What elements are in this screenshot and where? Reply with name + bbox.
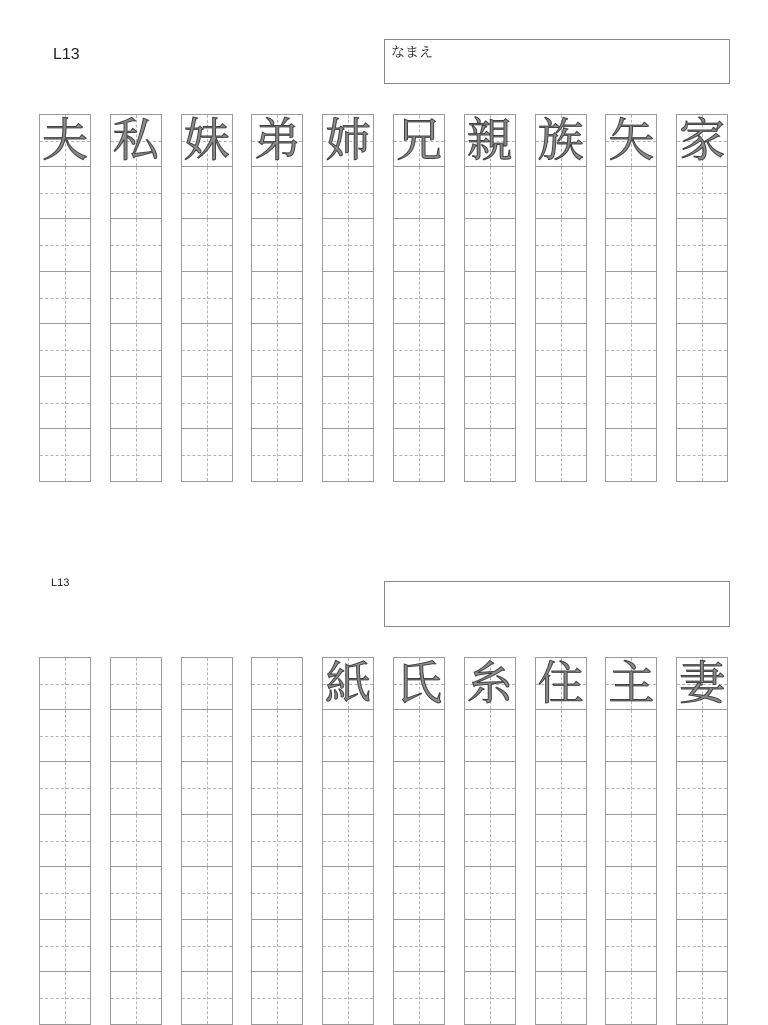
practice-cell[interactable] [110,867,162,920]
model-cell [322,114,374,167]
practice-cell[interactable] [393,710,445,763]
model-cell [181,657,233,710]
practice-cell[interactable] [110,815,162,868]
practice-cell[interactable] [605,815,657,868]
practice-cell[interactable] [605,429,657,482]
practice-cell[interactable] [464,972,516,1025]
practice-cell[interactable] [251,972,303,1025]
practice-cell[interactable] [464,867,516,920]
practice-cell[interactable] [535,324,587,377]
model-kanji: 糸 [466,656,513,711]
model-cell [393,657,445,710]
practice-cell[interactable] [464,815,516,868]
model-cell [110,657,162,710]
practice-cell[interactable] [393,867,445,920]
practice-cell[interactable] [322,972,374,1025]
practice-cell[interactable] [605,272,657,325]
practice-cell[interactable] [110,272,162,325]
practice-cell[interactable] [251,167,303,220]
practice-cell[interactable] [676,219,728,272]
practice-cell[interactable] [39,324,91,377]
practice-cell[interactable] [464,272,516,325]
practice-cell[interactable] [605,377,657,430]
model-kanji: 矢 [608,113,655,168]
practice-cell[interactable] [110,429,162,482]
practice-cell[interactable] [676,429,728,482]
practice-cell[interactable] [464,429,516,482]
practice-cell[interactable] [322,762,374,815]
model-cell [39,114,91,167]
model-cell [464,657,516,710]
practice-cell[interactable] [676,272,728,325]
lesson-label: L13 [51,577,70,589]
practice-cell[interactable] [39,972,91,1025]
practice-cell[interactable] [181,377,233,430]
model-cell [676,657,728,710]
practice-cell[interactable] [39,762,91,815]
practice-cell[interactable] [393,815,445,868]
practice-cell[interactable] [393,377,445,430]
practice-cell[interactable] [251,762,303,815]
practice-cell[interactable] [605,972,657,1025]
practice-cell[interactable] [251,710,303,763]
practice-cell[interactable] [393,272,445,325]
practice-cell[interactable] [676,324,728,377]
practice-cell[interactable] [181,815,233,868]
practice-cell[interactable] [110,762,162,815]
practice-cell[interactable] [464,762,516,815]
practice-cell[interactable] [322,867,374,920]
practice-cell[interactable] [393,762,445,815]
practice-cell[interactable] [464,219,516,272]
practice-cell[interactable] [464,377,516,430]
model-kanji: 氏 [396,656,442,711]
practice-cell[interactable] [464,710,516,763]
practice-cell[interactable] [322,815,374,868]
practice-cell[interactable] [181,762,233,815]
practice-cell[interactable] [535,762,587,815]
practice-cell[interactable] [605,324,657,377]
model-cell [251,657,303,710]
practice-cell[interactable] [322,272,374,325]
practice-cell[interactable] [181,272,233,325]
model-kanji: 住 [537,656,584,711]
model-cell [535,657,587,710]
practice-cell[interactable] [39,867,91,920]
practice-cell[interactable] [39,167,91,220]
practice-cell[interactable] [251,920,303,973]
practice-cell[interactable] [676,377,728,430]
practice-cell[interactable] [535,920,587,973]
practice-cell[interactable] [676,867,728,920]
practice-cell[interactable] [535,429,587,482]
practice-cell[interactable] [251,272,303,325]
model-kanji: 妹 [183,113,230,168]
practice-cell[interactable] [605,920,657,973]
practice-cell[interactable] [110,920,162,973]
practice-cell[interactable] [605,219,657,272]
model-kanji: 姉 [325,113,372,168]
model-kanji: 私 [112,113,159,168]
practice-cell[interactable] [605,710,657,763]
model-kanji: 弟 [254,113,301,168]
model-cell [251,114,303,167]
practice-cell[interactable] [251,377,303,430]
practice-cell[interactable] [605,867,657,920]
practice-cell[interactable] [322,920,374,973]
model-kanji: 主 [608,656,655,711]
practice-cell[interactable] [393,167,445,220]
model-cell [535,114,587,167]
model-cell [393,114,445,167]
practice-cell[interactable] [535,972,587,1025]
practice-cell[interactable] [39,219,91,272]
practice-cell[interactable] [535,272,587,325]
practice-cell[interactable] [535,867,587,920]
lesson-label: L13 [53,46,80,63]
model-cell [181,114,233,167]
practice-cell[interactable] [464,920,516,973]
practice-cell[interactable] [676,815,728,868]
name-field[interactable] [384,39,730,84]
practice-cell[interactable] [39,272,91,325]
practice-cell[interactable] [181,867,233,920]
practice-cell[interactable] [322,219,374,272]
model-cell [39,657,91,710]
practice-cell[interactable] [676,167,728,220]
practice-cell[interactable] [535,377,587,430]
practice-cell[interactable] [39,377,91,430]
practice-cell[interactable] [251,324,303,377]
practice-cell[interactable] [535,167,587,220]
practice-cell[interactable] [110,324,162,377]
practice-cell[interactable] [535,219,587,272]
practice-cell[interactable] [39,920,91,973]
practice-cell[interactable] [251,815,303,868]
model-kanji: 妻 [679,656,726,711]
model-cell [110,114,162,167]
practice-cell[interactable] [251,867,303,920]
model-cell [605,657,657,710]
model-kanji: 家 [679,113,726,168]
practice-cell[interactable] [393,972,445,1025]
practice-cell[interactable] [676,920,728,973]
practice-cell[interactable] [39,815,91,868]
model-kanji: 紙 [325,656,372,711]
practice-cell[interactable] [181,219,233,272]
practice-cell[interactable] [322,429,374,482]
name-label: なまえ [391,45,433,61]
practice-cell[interactable] [322,377,374,430]
practice-cell[interactable] [322,167,374,220]
model-kanji: 兄 [396,113,442,168]
practice-cell[interactable] [535,815,587,868]
practice-cell[interactable] [464,324,516,377]
practice-cell[interactable] [393,324,445,377]
model-kanji: 親 [466,113,513,168]
model-cell [605,114,657,167]
practice-cell[interactable] [110,377,162,430]
model-kanji: 夫 [42,113,88,168]
practice-cell[interactable] [393,920,445,973]
practice-cell[interactable] [605,762,657,815]
practice-cell[interactable] [676,710,728,763]
practice-cell[interactable] [181,920,233,973]
practice-cell[interactable] [535,710,587,763]
practice-cell[interactable] [39,710,91,763]
practice-cell[interactable] [251,429,303,482]
practice-cell[interactable] [181,710,233,763]
practice-cell[interactable] [322,710,374,763]
practice-cell[interactable] [181,167,233,220]
practice-cell[interactable] [110,972,162,1025]
practice-cell[interactable] [676,762,728,815]
model-cell [322,657,374,710]
practice-cell[interactable] [39,429,91,482]
practice-cell[interactable] [181,324,233,377]
practice-cell[interactable] [322,324,374,377]
practice-cell[interactable] [181,972,233,1025]
practice-cell[interactable] [605,167,657,220]
practice-cell[interactable] [393,219,445,272]
model-cell [676,114,728,167]
practice-cell[interactable] [181,429,233,482]
practice-cell[interactable] [464,167,516,220]
practice-cell[interactable] [110,167,162,220]
practice-cell[interactable] [110,219,162,272]
practice-cell[interactable] [110,710,162,763]
practice-cell[interactable] [676,972,728,1025]
practice-cell[interactable] [251,219,303,272]
model-cell [464,114,516,167]
practice-cell[interactable] [393,429,445,482]
name-field[interactable] [384,581,730,627]
model-kanji: 族 [537,113,584,168]
